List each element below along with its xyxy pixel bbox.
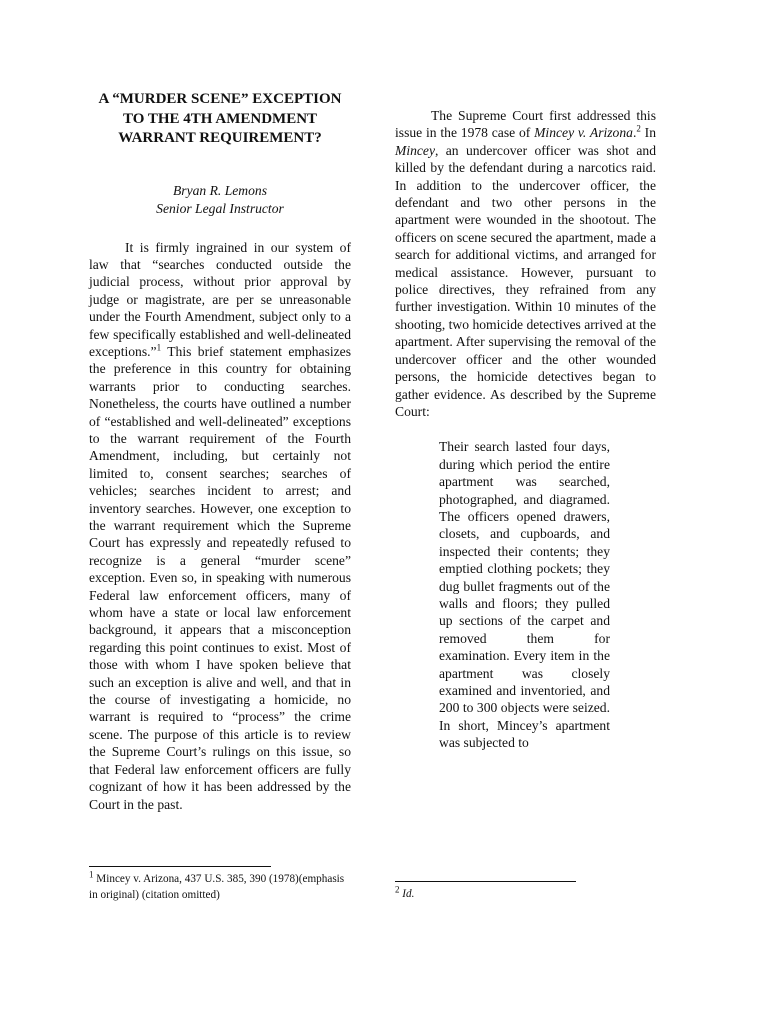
footnote-ref-1: 1 (156, 342, 162, 353)
footnote-ref-2: 2 (636, 123, 641, 134)
left-column (89, 90, 351, 813)
paragraph-2-text-b: . (632, 125, 637, 141)
footnote-separator-right (395, 881, 576, 882)
footnote-separator-left (89, 866, 271, 867)
right-column (395, 90, 656, 752)
footnote-1-number: 1 (89, 869, 94, 880)
paragraph-2-text-c: In (640, 125, 656, 141)
author-name: Bryan R. Lemons (172, 182, 267, 198)
paragraph-2-text-d: , an undercover officer was shot and killed by the defendant during a narcotics raid. In addition to the undercover officer, the defendant and two other persons in the apartment were wounded in the shootout. The officers on scene secured the apartment, made a search for additional victims, and arranged for medical assistance. However, pursuant to police directives, they refrained from any further investigation. Within 10 minutes of the shooting, two homicide detectives arrived at the apartment. After supervising the removal of the undercover officer and the other wounded persons, the homicide detectives began to gather evidence. As described by the Supreme Court: (395, 142, 656, 419)
block-quote: Their search lasted four days, during which period the entire apartment was searched, photographed, and diagramed. The officers opened drawers, closets, and cupboards, and inspected their contents; they emptied clothing pockets; they dug bullet fragments out of the walls and floors; they pulled up sections of the carpet and removed them for examination. Every item in the apartment was closely examined and inventoried, and 200 to 300 objects were seized. In short, Mincey’s apartment was subjected to (439, 439, 610, 751)
author-role: Senior Legal Instructor (156, 200, 284, 216)
case-name-mincey-v-arizona: Mincey v. Arizona (534, 125, 633, 141)
paragraph-2-text-a: The Supreme Court first addressed this issue in the 1978 case of (395, 108, 656, 141)
paragraph-1 (89, 239, 351, 813)
paragraph-1-text-b: This brief statement emphasizes the preference in this country for obtaining warrants prior to conducting searches. Nonetheless, the courts have outlined a number of “established and well-delineated” exceptions to the warrant requirement of the Fourth Amendment, including, but certainly not limited to, consent searches; searches of vehicles; searches incident to arrest; and inventory searches. However, one exception to the warrant requirement which the Supreme Court has expressly and repeatedly refused to recognize is a general “murder scene” exception. Even so, in speaking with numerous Federal law enforcement officers, many of whom have a state or local law enforcement background, it appears that a misconception regarding this point continues to exist. Most of those with whom I have spoken believe that such an exception is alive and well, and that in the course of investigating a homicide, no warrant is required to “process” the crime scene. The purpose of this article is to review the Supreme Court’s rulings on this issue, so that Federal law enforcement officers are fully cognizant of how it has been addressed by the Court in the past. (89, 343, 351, 812)
case-name-mincey: Mincey (395, 142, 435, 158)
paragraph-2 (395, 107, 656, 420)
footnote-2 (395, 886, 655, 902)
byline (89, 182, 351, 218)
footnote-2-number: 2 (395, 884, 400, 895)
article-title: A “MURDER SCENE” EXCEPTION TO THE 4TH AMENDMENT WARRANT REQUIREMENT? (98, 91, 342, 146)
footnote-1-text: Mincey v. Arizona, 437 U.S. 385, 390 (1978)(emphasis in original) (citation omitted) (89, 873, 345, 901)
footnote-1 (89, 871, 351, 903)
footnote-2-text: Id. (402, 888, 415, 900)
paragraph-1-text-a: It is firmly ingrained in our system of law that “searches conducted outside the judicial process, without prior approval by judge or magistrate, are per se unreasonable under the Fourth Amendment, subject only to a few specifically established and well-delineated exceptions.” (89, 239, 351, 359)
